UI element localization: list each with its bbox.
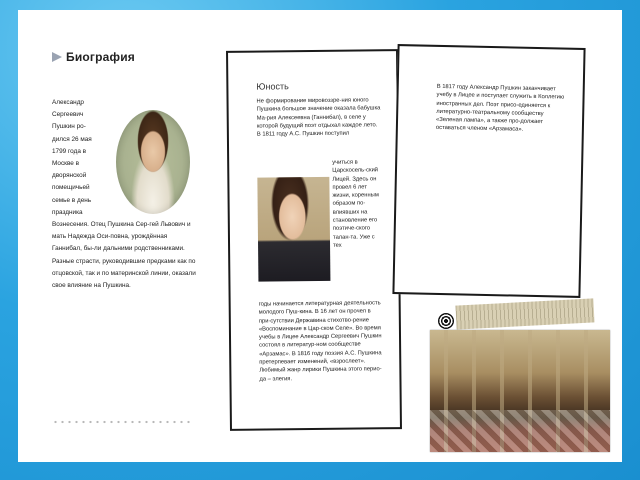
youth-text-side: учиться в Царскосель-ский Лицей. Здесь он провел 6 лет жизни, коренным образом по-влиявших на становление его поэтиче-ского талан-та. Уже с тех — [332, 159, 379, 249]
intro-line: помещичьей — [52, 184, 90, 192]
intro-line: Пушкин ро- — [52, 123, 86, 131]
target-icon — [438, 313, 454, 329]
lyceum-card — [392, 44, 585, 298]
intro-line: Москве в — [52, 160, 79, 168]
youth-portrait-image — [257, 177, 330, 282]
painting-floor — [430, 410, 610, 452]
intro-line: 1799 года в — [52, 147, 87, 155]
slide — [18, 10, 622, 462]
child-portrait-image — [116, 110, 190, 214]
title-row — [52, 50, 135, 64]
youth-text-bottom: годы начинается литературная деятельность молодого Пуш-кина. В 16 лет он прочел в при-сутствии Державина стихотво-рение «Воспоминание в Цар-ском Селе». Во время учебы в Лицее Александр Сергеевич Пушкин состоял в литератур-ном сообществе «Арзамас». В 1816 году поэзия А.С. Пушкина претерпевает изменений, «взрослеет». Любимый жанр лирики Пушкина этого перио-да – элегия. — [258, 300, 382, 383]
lyceum-text: В 1817 году Александр Пушкин заканчивает учебу в Лицее и поступает служить в Коллегию иностранных дел. Поэт присо-единяется к литературно-театральному сообществу «Зеленая лампа», а также про-должает оставаться членом «Арзамаса». — [435, 83, 565, 134]
page-title: Биография — [66, 50, 136, 64]
dotted-divider — [52, 420, 192, 424]
intro-line: дился 26 мая — [52, 135, 92, 143]
intro-line: Сергеевич — [52, 111, 84, 119]
intro-line: праздника — [52, 208, 83, 216]
intro-line: Александр — [52, 99, 84, 106]
intro-line: семье в день — [52, 196, 92, 204]
title-arrow-icon — [52, 52, 62, 62]
intro-line: дворянской — [52, 172, 87, 180]
youth-text-top: Не формирование мировоззре-ния юного Пушкина большое значение оказала бабушка Ма-рия Алексеевна (Ганнибал), в селе у которой будущий поэт отдыхал каждое лето. В 1811 году А.С. Пушкин поступил — [256, 97, 381, 138]
youth-heading: Юность — [256, 81, 289, 92]
youth-card — [226, 49, 402, 431]
intro-paragraph: Вознесения. Отец Пушкина Сер-гей Львович и мать Надежда Оси-повна, урождённая Ганнибал, бы-ли дальними родственниками. Разные страсти, руководившие предками как по отцовской, так и по материнской линии, оказали свое влияние на Пушкина. — [52, 221, 196, 290]
tape-decoration — [455, 298, 594, 329]
